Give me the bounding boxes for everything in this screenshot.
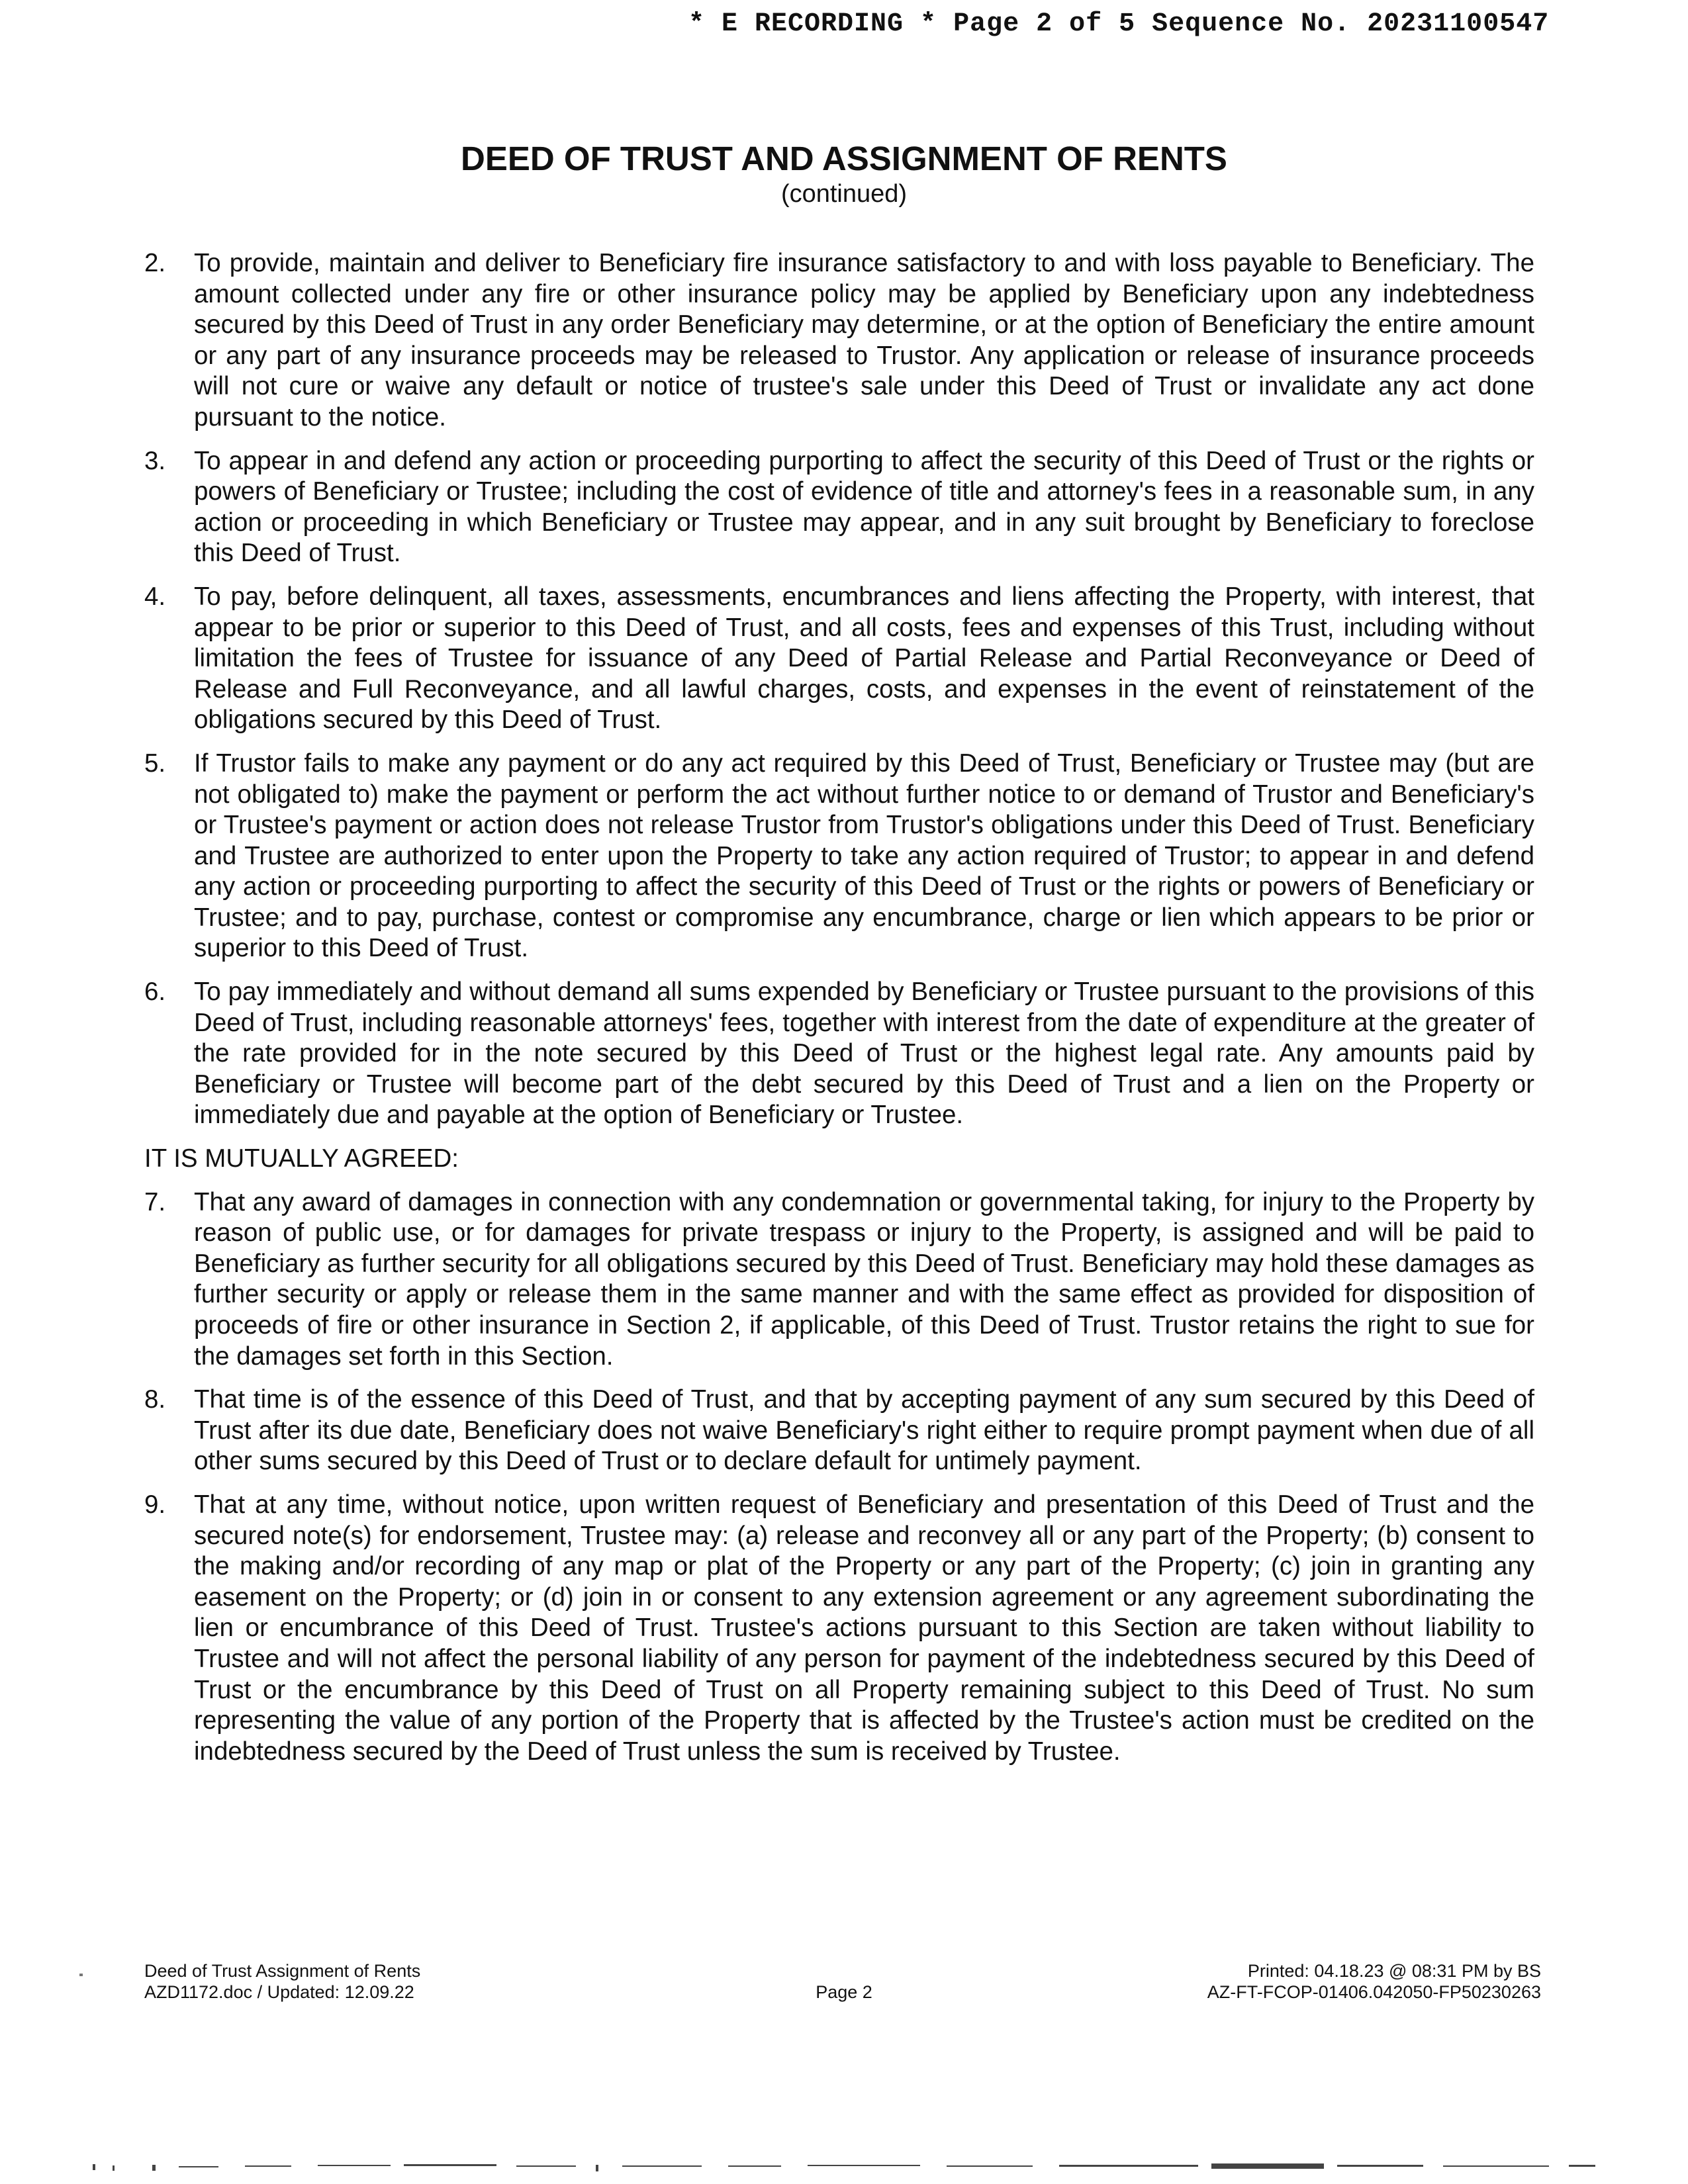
paragraph-number: 7.	[144, 1187, 166, 1216]
paragraph-text: To pay immediately and without demand all sums expended by Beneficiary or Trustee pursuant to the provisions of this Deed of Trust, including reasonable attorneys' fees, together with interest from the date of expenditure at the greater of the rate provided for in the note secured by this Deed of Trust or the highest legal rate. Any amounts paid by Beneficiary or Trustee will become part of the debt secured by this Deed of Trust and a lien on the Property or immediately due and payable at the option of Beneficiary or Trustee.	[194, 978, 1534, 1130]
document-title: DEED OF TRUST AND ASSIGNMENT OF RENTS	[461, 140, 1227, 177]
title-block	[0, 139, 1688, 209]
footer-form-name: Deed of Trust Assignment of Rents	[144, 1961, 421, 1981]
paragraph-text: To pay, before delinquent, all taxes, assessments, encumbrances and liens affecting the Property, with interest, that appear to be prior or superior to this Deed of Trust, and all costs, fees and expenses of this Trust, including without limitation the fees of Trustee for issuance of any Deed of Partial Release and Partial Reconveyance or Deed of Release and Full Reconveyance, and all lawful charges, costs, and expenses in the event of reinstatement of the obligations secured by this Deed of Trust.	[194, 582, 1534, 735]
scan-artifact-strip	[93, 2159, 1602, 2173]
paragraph-text: That time is of the essence of this Deed of Trust, and that by accepting payment of any sum secured by this Deed of Trust after its due date, Beneficiary does not waive Beneficiary's right either to require prompt payment when due of all other sums secured by this Deed of Trust or to declare default for untimely payment.	[194, 1385, 1534, 1476]
footer-page-number: Page 2	[816, 1982, 872, 2002]
paragraph-number: 4.	[144, 582, 166, 611]
footer-right	[1207, 1960, 1541, 2003]
paragraph-7	[144, 1187, 1534, 1373]
paragraph-text: To provide, maintain and deliver to Beneficiary fire insurance satisfactory to and with loss payable to Beneficiary. The amount collected under any fire or other insurance policy may be applied by Beneficiary upon any indebtedness secured by this Deed of Trust in any order Beneficiary may determine, or at the option of Beneficiary the entire amount or any part of any insurance proceeds may be released to Trustor. Any application or release of insurance proceeds will not cure or waive any default or notice of trustee's sale under this Deed of Trust or invalidate any act done pursuant to the notice.	[194, 249, 1534, 432]
paragraph-8	[144, 1385, 1534, 1477]
footer-order-number: AZ-FT-FCOP-01406.042050-FP50230263	[1207, 1982, 1541, 2002]
paragraph-text: If Trustor fails to make any payment or do any act required by this Deed of Trust, Beneficiary or Trustee may (but are not obligated to) make the payment or perform the act without further notice to or demand of Trustor and Beneficiary's or Trustee's payment or action does not release Trustor from Trustor's obligations under this Deed of Trust. Beneficiary and Trustee are authorized to enter upon the Property to take any action required of Trustor; to appear in and defend any action or proceeding purporting to affect the security of this Deed of Trust or the rights or powers of Beneficiary or Trustee; and to pay, purchase, contest or compromise any encumbrance, charge or lien which appears to be prior or superior to this Deed of Trust.	[194, 749, 1534, 963]
paragraph-number: 6.	[144, 978, 166, 1007]
footer-form-id: AZD1172.doc / Updated: 12.09.22	[144, 1982, 414, 2002]
paragraph-text: That at any time, without notice, upon written request of Beneficiary and presentation of this Deed of Trust and the secured note(s) for endorsement, Trustee may: (a) release and reconvey all or any part of the Property; (b) consent to the making and/or recording of any map or plat of the Property or any part of the Property; (c) join in granting any easement on the Property; or (d) join in or consent to any extension agreement or any agreement subordinating the lien or encumbrance of this Deed of Trust. Trustee's actions pursuant to this Section are taken without liability to Trustee and will not affect the personal liability of any person for payment of the indebtedness secured by this Deed of Trust or the encumbrance by this Deed of Trust on all Property remaining subject to this Deed of Trust. No sum representing the value of any portion of the Property that is affected by the Trustee's action must be credited on the indebtedness secured by the Deed of Trust unless the sum is received by Trustee.	[194, 1490, 1534, 1766]
scan-artifact-dot	[79, 1974, 83, 1976]
paragraph-number: 2.	[144, 249, 166, 277]
paragraph-number: 8.	[144, 1385, 166, 1414]
paragraph-4	[144, 582, 1534, 736]
document-subtitle: (continued)	[780, 180, 908, 208]
paragraph-2	[144, 248, 1534, 433]
paragraph-number: 9.	[144, 1490, 166, 1519]
paragraph-6	[144, 977, 1534, 1131]
paragraph-3	[144, 446, 1534, 569]
paragraph-9	[144, 1490, 1534, 1767]
paragraph-number: 5.	[144, 749, 166, 778]
paragraph-text: That any award of damages in connection with any condemnation or governmental taking, for injury to the Property by reason of public use, or for damages for private trespass or injury to the Property, is assigned and will be paid to Beneficiary as further security for all obligations secured by this Deed of Trust. Beneficiary may hold these damages as further security or apply or release them in the same manner and with the same effect as provided for disposition of proceeds of fire or other insurance in Section 2, if applicable, of this Deed of Trust. Trustor retains the right to sue for the damages set forth in this Section.	[194, 1187, 1534, 1371]
footer-printed-date: Printed: 04.18.23 @ 08:31 PM by BS	[1247, 1961, 1541, 1981]
paragraph-5	[144, 749, 1534, 964]
document-body	[144, 248, 1534, 1780]
recording-header: * E RECORDING * Page 2 of 5 Sequence No. 20231100547	[688, 9, 1550, 39]
paragraph-text: To appear in and defend any action or proceeding purporting to affect the security of this Deed of Trust or the rights or powers of Beneficiary or Trustee; including the cost of evidence of title and attorney's fees in a reasonable sum, in any action or proceeding in which Beneficiary or Trustee may appear, and in any suit brought by Beneficiary to foreclose this Deed of Trust.	[194, 446, 1534, 568]
mutually-agreed-heading: IT IS MUTUALLY AGREED:	[144, 1144, 459, 1173]
paragraph-number: 3.	[144, 446, 166, 475]
